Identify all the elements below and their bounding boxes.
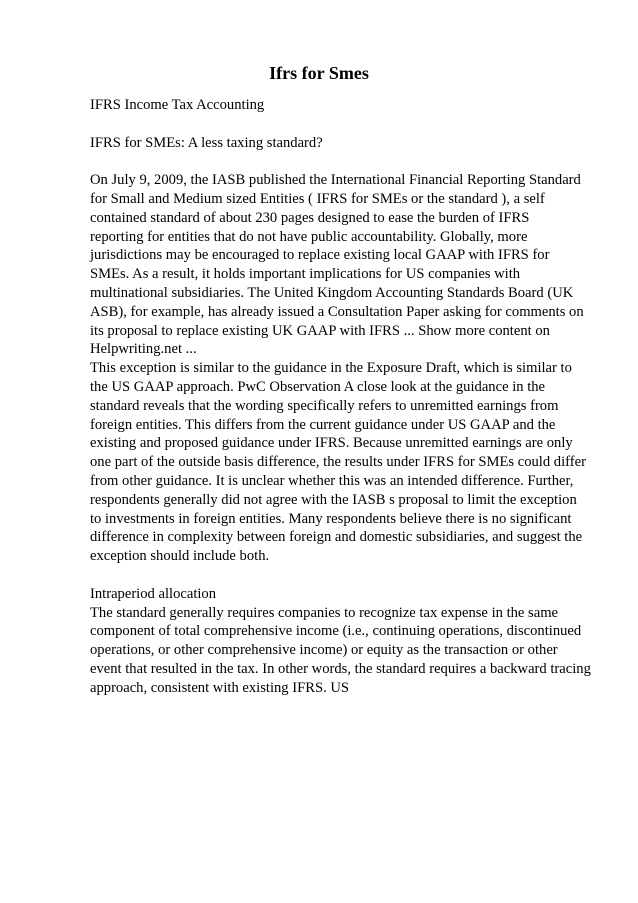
heading-intraperiod-allocation: Intraperiod allocation [90, 585, 217, 602]
paragraph-spacer [90, 115, 595, 134]
paragraph-intraperiod-allocation: The standard generally requires companies to recognize tax expense in the same component of total comprehensive income (i.e., continuing operations, discontinued operations, or other comprehensive income) or equity as the transaction or other event that resulted in the tax. In other words, the standard requires a backward tracing approach, consistent with existing IFRS. US [90, 604, 591, 696]
paragraph-spacer [90, 152, 595, 171]
document-title: Ifrs for Smes [269, 63, 369, 83]
heading-ifrs-for-smes-question: IFRS for SMEs: A less taxing standard? [90, 134, 323, 151]
paragraph-spacer [90, 566, 595, 585]
paragraph-iasb-publication: On July 9, 2009, the IASB published the International Financial Reporting Standard for Small and Medium sized Entities ( IFRS for SMEs or the standard ), a self contained standard of about 230 pages designed to ease the burden of IFRS reporting for entities that do not have public accountability. Globally, more jurisdictions may be encouraged to replace existing local GAAP with IFRS for SMEs. As a result, it holds important implications for US companies with multinational subsidiaries. The United Kingdom Accounting Standards Board (UK ASB), for example, has already issued a Consultation Paper asking for comments on its proposal to replace existing UK GAAP with IFRS ... Show more content on Helpwriting.net ... [90, 172, 584, 358]
document-body [90, 96, 595, 698]
heading-ifrs-income-tax-accounting: IFRS Income Tax Accounting [90, 97, 265, 113]
paragraph-exception-guidance: This exception is similar to the guidance in the Exposure Draft, which is similar to the US GAAP approach. PwC Observation A close look at the guidance in the standard reveals that the wording specifically refers to unremitted earnings from foreign entities. This differs from the current guidance under US GAAP and the existing and proposed guidance under IFRS. Because unremitted earnings are only one part of the outside basis difference, the results under IFRS for SMEs could differ from other guidance. It is unclear whether this was an intended difference. Further, respondents generally did not agree with the IASB s proposal to limit the exception to investments in foreign entities. Many respondents believe there is no significant difference in complexity between foreign and domestic subsidiaries, and suggest the exception should include both. [90, 360, 586, 565]
